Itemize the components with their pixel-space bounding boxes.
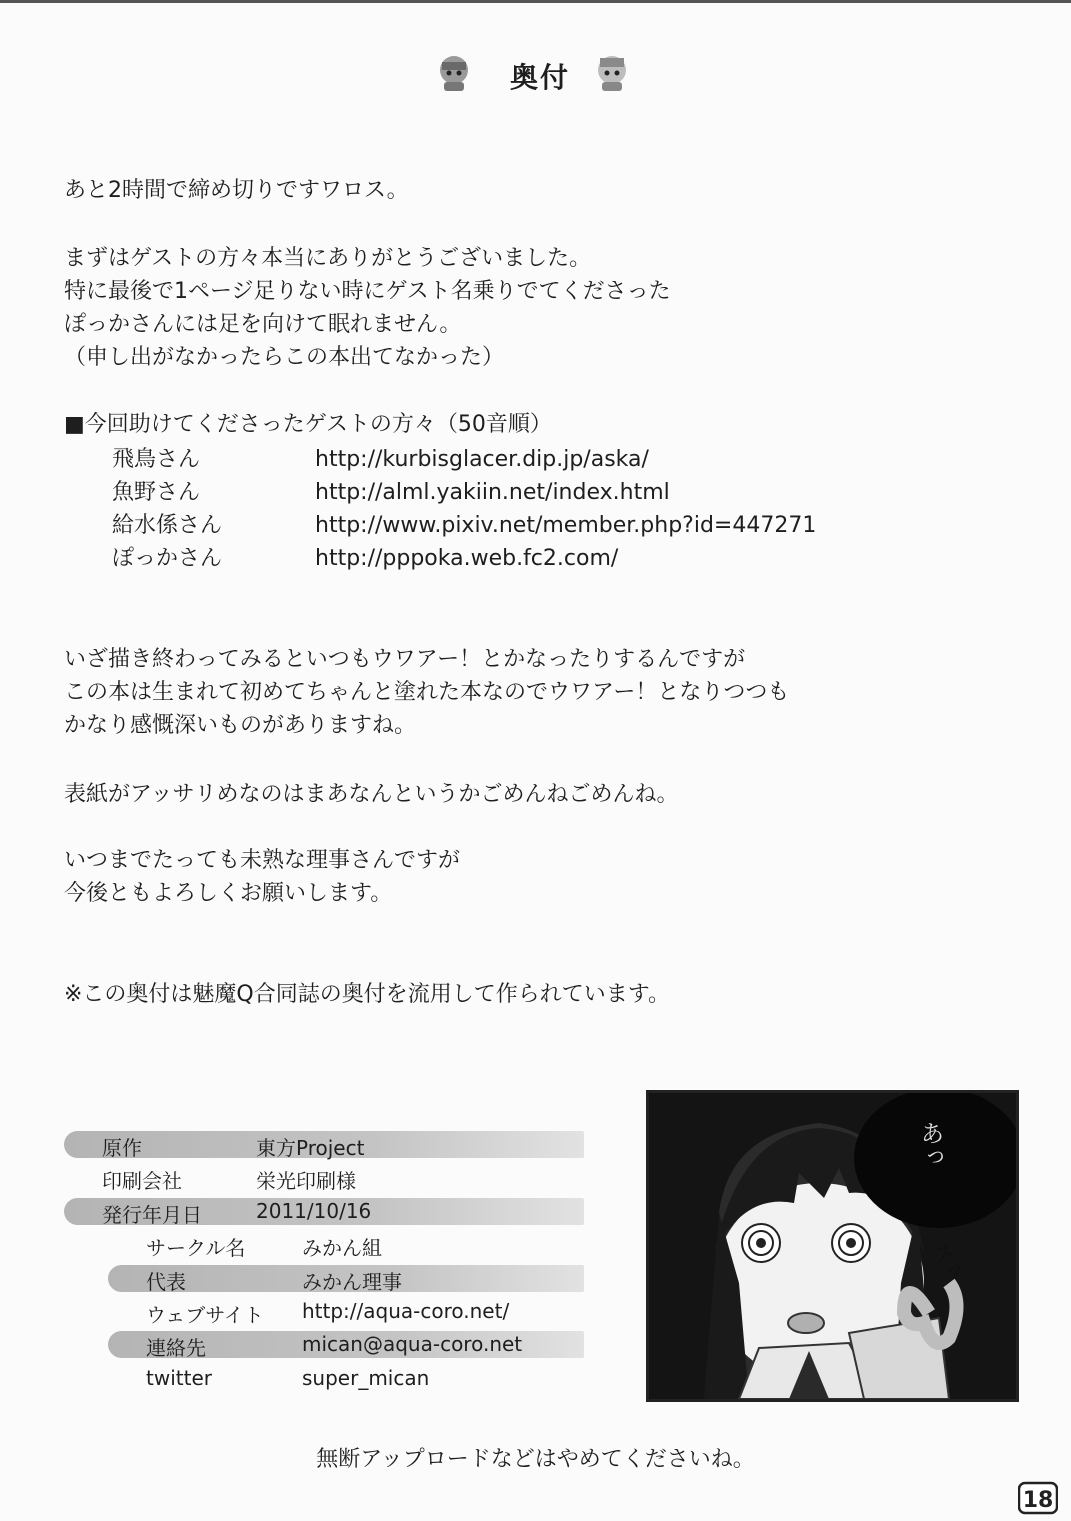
sound-effect-text: スッ xyxy=(927,1238,966,1288)
colophon-row xyxy=(64,1328,584,1361)
colophon-key: 印刷会社 xyxy=(102,1169,182,1194)
colophon-value: super_mican xyxy=(302,1365,430,1390)
guest-name: 飛鳥さん xyxy=(112,447,201,472)
speech-bubble-text: あっ xyxy=(916,1121,944,1169)
paragraph-cover: 表紙がアッサリめなのはまあなんというかごめんねごめんね。 xyxy=(64,782,679,807)
paragraph-impressions: いざ描き終わってみるといつもウワアー！とかなったりするんですが この本は生まれて初めてちゃんと塗れた本なのでウワアー！となりつつも かなり感慨深いものがありますね。 xyxy=(64,647,790,738)
page-header xyxy=(0,50,1071,100)
page-number: 18 xyxy=(1022,1488,1054,1513)
top-border xyxy=(0,0,1071,3)
colophon-key: 原作 xyxy=(102,1136,142,1160)
guest-url: http://www.pixiv.net/member.php?id=447271 xyxy=(315,513,817,538)
guest-url: http://kurbisglacer.dip.jp/aska/ xyxy=(315,447,649,472)
colophon-table xyxy=(64,1128,584,1395)
colophon-key: 発行年月日 xyxy=(102,1202,202,1227)
colophon-row xyxy=(64,1295,584,1328)
colophon-key: サークル名 xyxy=(146,1236,246,1261)
guest-url: http://alml.yakiin.net/index.html xyxy=(315,480,670,505)
colophon-key: 連絡先 xyxy=(146,1336,206,1361)
colophon-key: ウェブサイト xyxy=(146,1302,264,1327)
colophon-row xyxy=(64,1128,584,1161)
colophon-row xyxy=(64,1161,584,1194)
colophon-value: 栄光印刷様 xyxy=(256,1169,356,1194)
colophon-key: 代表 xyxy=(146,1269,186,1294)
colophon-row xyxy=(64,1195,584,1228)
colophon-row xyxy=(64,1362,584,1395)
colophon-value: みかん組 xyxy=(302,1236,382,1261)
paragraph-thanks: まずはゲストの方々本当にありがとうございました。 特に最後で1ページ足りない時にゲスト名乗りでてくださった ぽっかさんには足を向けて眠れません。 （申し出がなかったらこの本出てなかった） xyxy=(64,246,671,370)
colophon-value: http://aqua-coro.net/ xyxy=(302,1298,510,1323)
paragraph-closing: いつまでたっても未熟な理事さんですが 今後ともよろしくお願いします。 xyxy=(64,848,461,906)
guest-list-heading: ■今回助けてくださったゲストの方々（50音順） xyxy=(64,412,552,437)
page-title: 奥付 xyxy=(509,61,570,94)
guest-url: http://pppoka.web.fc2.com/ xyxy=(315,546,619,571)
guest-name: 魚野さん xyxy=(112,480,201,505)
footer-notice: 無断アップロードなどはやめてくださいね。 xyxy=(316,1447,755,1472)
paragraph-note: ※この奥付は魅魔Q合同誌の奥付を流用して作られています。 xyxy=(64,982,670,1007)
chibi-character-icon xyxy=(594,54,630,92)
chibi-character-icon xyxy=(436,54,472,92)
colophon-value: 2011/10/16 xyxy=(256,1198,372,1223)
paragraph-deadline: あと2時間で締め切りですワロス。 xyxy=(64,178,409,203)
comic-illustration xyxy=(649,1093,1016,1399)
guest-name: ぽっかさん xyxy=(112,546,223,571)
colophon-row xyxy=(64,1228,584,1261)
guest-name: 給水係さん xyxy=(112,513,223,538)
colophon-key: twitter xyxy=(146,1365,212,1390)
comic-panel xyxy=(646,1090,1019,1402)
colophon-row xyxy=(64,1262,584,1295)
colophon-value: 東方Project xyxy=(256,1136,365,1160)
page-number-badge xyxy=(1018,1480,1058,1516)
colophon-value: mican@aqua-coro.net xyxy=(302,1332,523,1357)
colophon-value: みかん理事 xyxy=(302,1269,402,1294)
